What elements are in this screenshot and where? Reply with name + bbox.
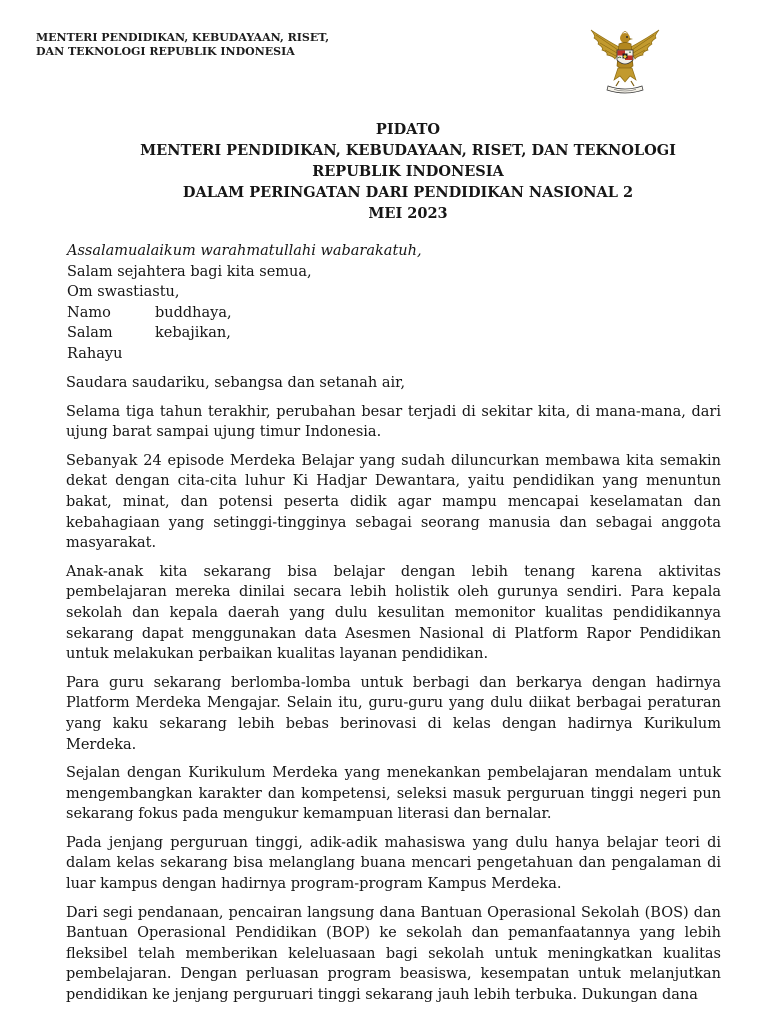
title-line-2: MENTERI PENDIDIKAN, KEBUDAYAAN, RISET, DAN TEKNOLOGI <box>140 142 676 159</box>
greeting-line-6: Rahayu <box>67 345 123 362</box>
greeting-line-2: Salam sejahtera bagi kita semua, <box>67 263 312 280</box>
greeting-line-3: Om swastiastu, <box>67 284 180 301</box>
paragraph-2: Selama tiga tahun terakhir, perubahan besar terjadi di sekitar kita, di mana-mana, dari ujung barat sampai ujung timur Indonesia. <box>66 403 721 441</box>
paragraph-6: Sejalan dengan Kurikulum Merdeka yang menekankan pembelajaran mendalam untuk mengembangkan karakter dan kompetensi, seleksi masuk perguruan tinggi negeri pun sekarang fokus pada mengukur kemampuan literasi dan bernalar. <box>66 765 721 823</box>
paragraph-4: Anak-anak kita sekarang bisa belajar dengan lebih tenang karena aktivitas pembelajaran mereka dinilai secara lebih holistik oleh gurunya sendiri. Para kepala sekolah dan kepala daerah yang dulu kesulitan memonitor kualitas pendidikannya sekarang dapat menggunakan data Asesmen Nasional di Platform Rapor Pendidikan untuk melakukan perbaikan kualitas layanan pendidikan. <box>66 563 721 663</box>
paragraph-3: Sebanyak 24 episode Merdeka Belajar yang sudah diluncurkan membawa kita semakin dekat dengan cita-cita luhur Ki Hadjar Dewantara, yaitu pendidikan yang menuntun bakat, minat, dan potensi peserta didik agar mampu mencapai keselamatan dan kebahagiaan yang setinggi-tingginya sebagai seorang manusia dan sebagai anggota masyarakat. <box>66 452 721 552</box>
greeting-line-1: Assalamualaikum warahmatullahi wabarakatuh, <box>67 243 422 259</box>
greeting-line-5 <box>67 323 422 344</box>
greeting-line-4-word-1: Namo <box>67 304 111 321</box>
speech-title <box>0 119 768 224</box>
paragraph-7: Pada jenjang perguruan tinggi, adik-adik mahasiswa yang dulu hanya belajar teori di dalam kelas sekarang bisa melanglang buana mencari pengetahuan dan pengalaman di luar kampus dengan hadirnya program-program Kampus Merdeka. <box>66 834 721 893</box>
paragraph-5: Para guru sekarang berlomba-lomba untuk berbagi dan berkarya dengan hadirnya Platform Merdeka Mengajar. Selain itu, guru-guru yang dulu diikat berbagai peraturan yang kaku sekarang lebih bebas berinovasi di kelas dengan hadirnya Kurikulum Merdeka. <box>66 674 721 753</box>
ministry-header <box>36 31 329 59</box>
garuda-emblem-icon <box>588 26 662 96</box>
paragraph-8: Dari segi pendanaan, pencairan langsung dana Bantuan Operasional Sekolah (BOS) dan Bantuan Operasional Pendidikan (BOP) ke sekolah dan pemanfaatannya yang lebih fleksibel telah memberikan keleluasaan bagi sekolah untuk meningkatkan kualitas pembelajaran. Dengan perluasan program beasiswa, kesempatan untuk melanjutkan pendidikan ke jenjang perguruari tinggi sekarang jauh lebih terbuka. Dukungan dana <box>66 904 721 1004</box>
speech-body <box>66 373 721 1014</box>
title-line-1: PIDATO <box>375 121 441 138</box>
paragraph-1: Saudara saudariku, sebangsa dan setanah air, <box>66 375 406 391</box>
greeting-line-4 <box>67 303 422 324</box>
ministry-line-2: DAN TEKNOLOGI REPUBLIK INDONESIA <box>36 45 295 58</box>
greeting-line-4-word-2: buddhaya, <box>155 304 232 321</box>
title-line-5: MEI 2023 <box>368 205 448 222</box>
title-line-4: DALAM PERINGATAN DARI PENDIDIKAN NASIONAL 2 <box>182 184 634 201</box>
ministry-line-1: MENTERI PENDIDIKAN, KEBUDAYAAN, RISET, <box>36 31 330 44</box>
title-line-3: REPUBLIK INDONESIA <box>312 163 504 180</box>
greeting-block <box>67 241 422 365</box>
greeting-line-5-word-2: kebajikan, <box>155 325 231 342</box>
greeting-line-5-word-1: Salam <box>67 325 113 342</box>
